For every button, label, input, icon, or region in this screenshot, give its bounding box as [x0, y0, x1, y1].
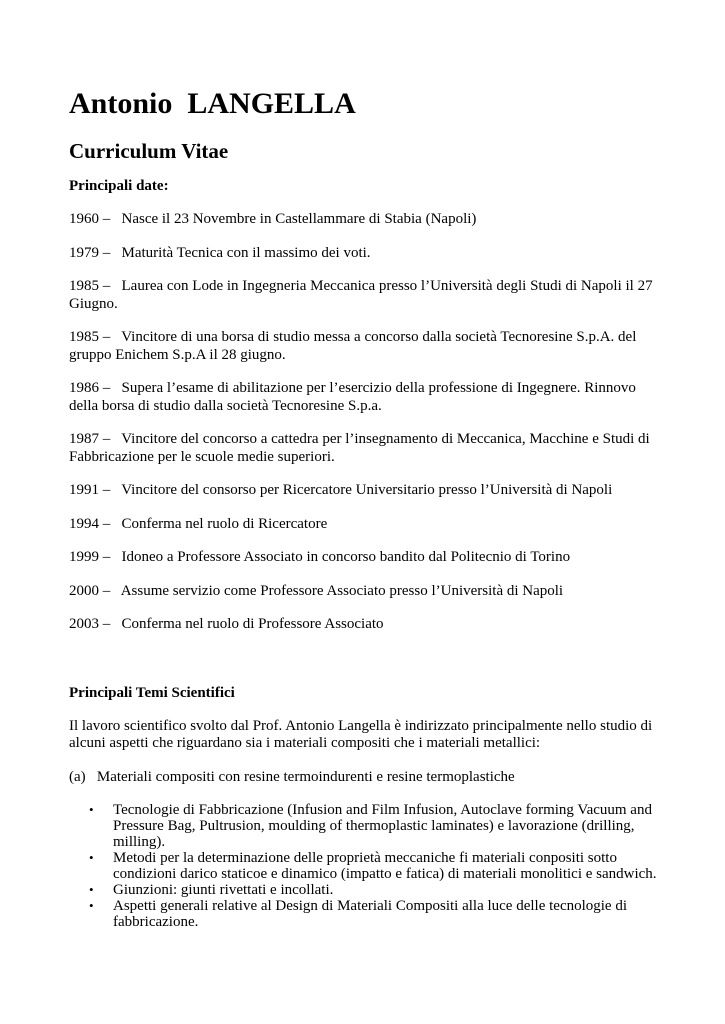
date-text: Idoneo a Professore Associato in concorso bandito dal Politecnio di Torino [121, 549, 571, 565]
list-item [69, 802, 659, 850]
date-year: 1960 – [69, 211, 111, 227]
date-entry [69, 245, 659, 263]
date-entry [69, 583, 659, 601]
topic-bullets [69, 802, 659, 930]
topic-sub-label: (a) Materiali compositi con resine termoindurenti e resine termoplastiche [69, 768, 515, 785]
topics-intro: Il lavoro scientifico svolto dal Prof. Antonio Langella è indirizzato principalmente nello studio di alcuni aspetti che riguardano sia i materiali compositi che i materiali metallici: [69, 717, 653, 751]
bullet-icon: • [89, 802, 94, 817]
cv-document [69, 86, 659, 930]
date-entry [69, 380, 659, 415]
date-text: Assume servizio come Professore Associato presso l’Università di Napoli [120, 582, 564, 599]
bullet-text: Giunzioni: giunti rivettati e incollati. [113, 882, 334, 898]
author-name: Antonio LANGELLA [69, 87, 356, 120]
dates-list [69, 211, 659, 634]
date-year: 1979 – [69, 244, 111, 261]
date-text: Supera l’esame di abilitazione per l’esercizio della professione di Ingegnere. Rinnovo della borsa di studio dalla società Tecnoresine S.p.a. [69, 380, 636, 414]
date-year: 1994 – [69, 515, 111, 532]
date-entry [69, 516, 659, 534]
date-text: Nasce il 23 Novembre in Castellammare di Stabia (Napoli) [121, 211, 477, 227]
date-text: Vincitore del consorso per Ricercatore Universitario presso l’Università di Napoli [121, 482, 613, 498]
date-year: 1999 – [69, 549, 111, 565]
date-entry [69, 211, 659, 229]
list-item [69, 882, 659, 898]
bullet-icon: • [89, 850, 94, 865]
date-entry [69, 482, 659, 500]
topics-heading: Principali Temi Scientifici [69, 684, 235, 701]
bullet-text: Metodi per la determinazione delle proprietà meccaniche fi materiali conpositi sotto condizioni darico staticoe e dinamico (impatto e fatica) di materiali monolitici e sandwich. [113, 850, 657, 882]
date-text: Vincitore di una borsa di studio messa a concorso dalla società Tecnoresine S.p.A. del gruppo Enichem S.p.A il 28 giugno. [69, 329, 637, 363]
date-entry [69, 616, 659, 634]
date-text: Maturità Tecnica con il massimo dei voti. [121, 244, 371, 261]
date-year: 1986 – [69, 380, 111, 396]
bullet-text: Tecnologie di Fabbricazione (Infusion and Film Infusion, Autoclave forming Vacuum and Pressure Bag, Pultrusion, moulding of thermoplastic laminates) e lavorazione (drilling, milling). [113, 802, 652, 850]
document-subtitle: Curriculum Vitae [69, 139, 229, 163]
date-year: 1985 – [69, 329, 111, 345]
date-entry [69, 431, 659, 466]
date-text: Conferma nel ruolo di Professore Associato [121, 616, 384, 632]
bullet-icon: • [89, 882, 94, 897]
date-year: 1985 – [69, 278, 111, 294]
date-text: Laurea con Lode in Ingegneria Meccanica presso l’Università degli Studi di Napoli il 27 Giugno. [69, 278, 653, 312]
date-text: Vincitore del concorso a cattedra per l’insegnamento di Meccanica, Macchine e Studi di Fabbricazione per le scuole medie superiori. [69, 431, 650, 465]
date-entry [69, 329, 659, 364]
date-year: 1987 – [69, 431, 111, 447]
bullet-text: Aspetti generali relative al Design di Materiali Compositi alla luce delle tecnologie di fabbricazione. [113, 898, 628, 930]
date-year: 2000 – [69, 582, 111, 599]
bullet-icon: • [89, 898, 94, 913]
date-text: Conferma nel ruolo di Ricercatore [121, 515, 328, 532]
date-year: 2003 – [69, 616, 111, 632]
date-entry [69, 549, 659, 567]
date-entry [69, 278, 659, 313]
date-year: 1991 – [69, 482, 111, 498]
list-item [69, 898, 659, 930]
dates-heading: Principali date: [69, 178, 169, 194]
list-item [69, 850, 659, 882]
